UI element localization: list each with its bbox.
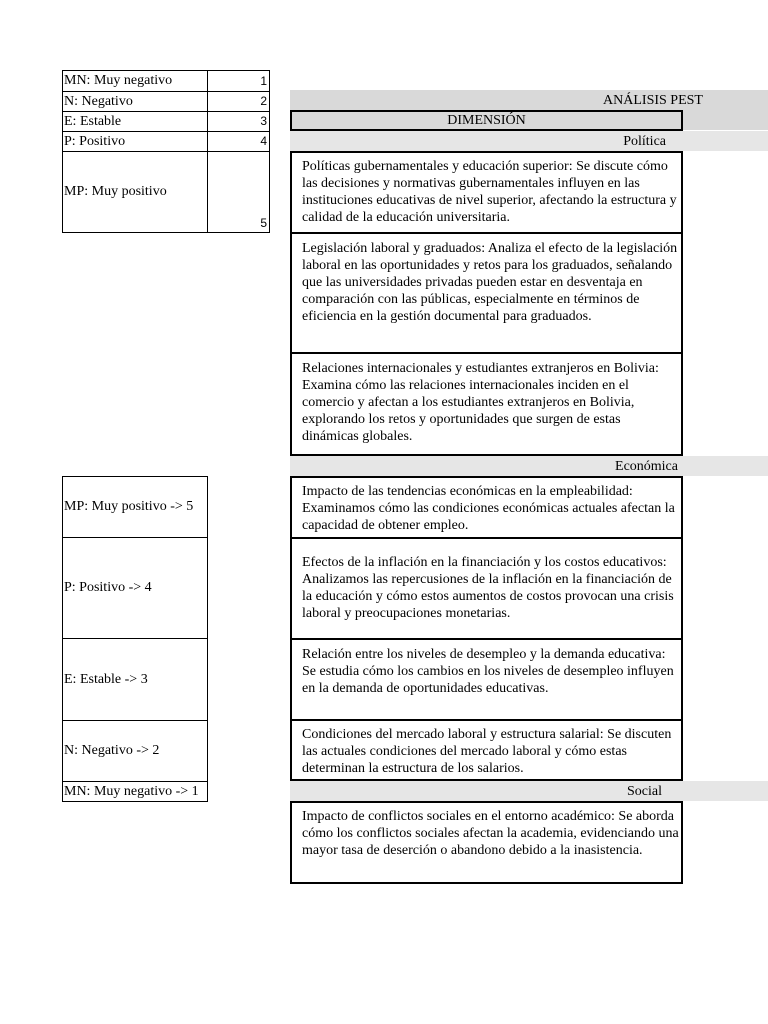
scale-label-mn: MN: Muy negativo bbox=[64, 73, 173, 88]
legend-item-e: E: Estable -> 3 bbox=[64, 671, 148, 687]
legend-item-n: N: Negativo -> 2 bbox=[64, 743, 160, 758]
scale-label-n: N: Negativo bbox=[64, 93, 133, 109]
section-politica: Política bbox=[623, 134, 666, 149]
politica-item-3: Relaciones internacionales y estudiantes extranjeros en Bolivia: Examina cómo las relaciones internacionales inciden en el comercio y afectan a los estudiantes extranjeros en Bolivia, explorando los retos y oportunidades que surgen de estas dinámicas globales. bbox=[302, 361, 659, 444]
section-economica: Económica bbox=[615, 459, 678, 474]
economica-item-3: Relación entre los niveles de desempleo y la demanda educativa: Se estudia cómo los cambios en los niveles de desempleo influyen en la demanda de oportunidades educativas. bbox=[302, 647, 674, 696]
legend-item-p: P: Positivo -> 4 bbox=[64, 580, 152, 595]
scale-value-n: 2 bbox=[260, 94, 267, 108]
page-title: ANÁLISIS PEST bbox=[603, 93, 703, 108]
scale-value-e: 3 bbox=[260, 114, 267, 128]
scale-label-p: P: Positivo bbox=[64, 133, 126, 149]
scale-value-p: 4 bbox=[260, 134, 267, 148]
scale-label-mp: MP: Muy positivo bbox=[64, 184, 167, 199]
politica-item-2: Legislación laboral y graduados: Analiza el efecto de la legislación laboral en las oportunidades y retos para los graduados, señalando que las universidades privadas pueden estar en desventaja en comparación con las públicas, especialmente en términos de eficiencia en la gestión documental para graduados. bbox=[302, 241, 678, 324]
politica-item-1: Políticas gubernamentales y educación superior: Se discute cómo las decisiones y normativas gubernamentales influyen en las instituciones educativas de nivel superior, afectando la estructura y calidad de la educación universitaria. bbox=[302, 159, 677, 225]
dimension-header: DIMENSIÓN bbox=[447, 113, 526, 128]
section-social: Social bbox=[627, 784, 662, 799]
scale-label-e: E: Estable bbox=[64, 113, 122, 129]
legend-item-mn: MN: Muy negativo -> 1 bbox=[64, 783, 199, 799]
economica-item-4: Condiciones del mercado laboral y estructura salarial: Se discuten las actuales condiciones del mercado laboral y cómo estas determinan la estructura de los salarios. bbox=[302, 727, 672, 776]
scale-value-mp: 5 bbox=[260, 216, 267, 230]
economica-item-1: Impacto de las tendencias económicas en la empleabilidad: Examinamos cómo las condiciones económicas actuales afectan la capacidad de obtener empleo. bbox=[302, 484, 675, 533]
social-item-1: Impacto de conflictos sociales en el entorno académico: Se aborda cómo los conflictos sociales afectan la academia, evidenciando una mayor tasa de deserción o abandono debido a la inasistencia. bbox=[302, 809, 679, 858]
economica-item-2: Efectos de la inflación en la financiación y los costos educativos: Analizamos las repercusiones de la inflación en la financiación de la educación y cómo estos aumentos de costos provocan una crisis laboral y preocupaciones monetarias. bbox=[302, 555, 674, 621]
legend-item-mp: MP: Muy positivo -> 5 bbox=[64, 499, 194, 514]
scale-value-mn: 1 bbox=[260, 73, 267, 88]
